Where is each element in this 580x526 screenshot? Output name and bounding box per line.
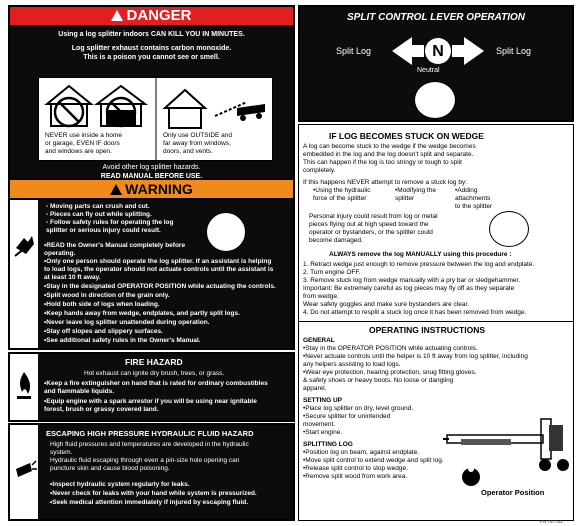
warning-rule: •READ the Owner's Manual completely before (44, 242, 186, 249)
warning-rule: at least 10 ft away. (44, 274, 101, 281)
hydraulic-line: system. (50, 449, 73, 456)
warning-rule: •Hold both side of logs when loading. (44, 301, 160, 308)
general-item: •Wear eye protection, hearing protection, snug fitting gloves, (303, 369, 477, 376)
right-arrow-icon (452, 37, 484, 65)
inside-caption: NEVER use inside a home or garage, EVEN IF doors and windows are open. (45, 132, 122, 155)
splitting-item: •Position log on beam, against endplate. (303, 449, 420, 456)
warning-title: WARNING (125, 181, 193, 197)
hydraulic-line: Hydraulic fluid escaping through even a pin-size hole opening can (50, 457, 240, 464)
stuck-intro: completely. (303, 167, 336, 174)
hydraulic-line: •Seek medical attention immediately if injured by escaping fluid. (50, 499, 249, 506)
hydraulic-line: •Inspect hydraulic system regularly for leaks. (50, 481, 190, 488)
split-log-left-label: Split Log (336, 46, 372, 56)
warning-rule: •Keep hands away from wedge, endplates, and partly split logs. (44, 310, 240, 317)
stuck-method: •Using the hydraulic (313, 187, 371, 194)
split-control-panel (298, 5, 574, 122)
stuck-never: If this happens NEVER attempt to remove a stuck log by: (303, 179, 468, 186)
warning-top-2: - Pieces can fly out while splitting. (46, 211, 152, 218)
stuck-always: ALWAYS remove the log MANUALLY using this procedure : (329, 251, 512, 258)
fire-hazard-panel (8, 352, 295, 422)
warning-top-1: - Moving parts can crush and cut. (46, 203, 150, 210)
warning-rule: •Stay off slopes and slippery surfaces. (44, 328, 163, 335)
carbon-monoxide-pictograms (38, 77, 273, 161)
stuck-intro: This can happen if the log is too stringy or tough to split (303, 159, 462, 166)
stuck-intro: A log can become stuck to the wedge if the wedge becomes (303, 143, 476, 150)
danger-line-2: Log splitter exhaust contains carbon monoxide. (71, 45, 232, 52)
warning-panel (8, 198, 295, 350)
general-heading: GENERAL (303, 337, 335, 344)
hand-crush-icon (10, 200, 38, 350)
fire-icon (10, 354, 38, 422)
stuck-method: •Modifying the (395, 187, 436, 194)
stuck-step: 1. Retract wedge just enough to remove pressure between the log and endplate. (303, 261, 535, 268)
section-divider (299, 321, 573, 322)
split-control-title: SPLIT CONTROL LEVER OPERATION (347, 12, 525, 23)
warning-rule: to load logs, the operator should not actuate controls until the assistant is (44, 266, 274, 273)
fire-icon-column (10, 354, 38, 420)
danger-header (10, 7, 293, 25)
warning-triangle-icon (111, 10, 123, 21)
mounting-hole (206, 212, 246, 252)
warning-rule: •Never leave log splitter unattended during operation. (44, 319, 210, 326)
stuck-method: splitter (395, 195, 415, 202)
stuck-method: force of the splitter (313, 195, 367, 202)
stuck-log-title: IF LOG BECOMES STUCK ON WEDGE (329, 131, 484, 141)
warning-rule: •Split wood in direction of the grain only. (44, 292, 170, 299)
warning-rule: operating. (44, 250, 76, 257)
danger-footer-2: READ MANUAL BEFORE USE. (100, 173, 203, 180)
hydraulic-injection-icon (10, 425, 38, 521)
outside-caption: Only use OUTSIDE and far away from windows, doors, and vents. (163, 132, 232, 155)
operating-title: OPERATING INSTRUCTIONS (369, 325, 486, 335)
hydraulic-line: •Never check for leaks with your hand while system is pressurized. (50, 490, 257, 497)
hydraulic-hazard-title: ESCAPING HIGH PRESSURE HYDRAULIC FLUID HAZARD (46, 429, 254, 438)
mounting-hole (489, 211, 529, 247)
general-item: •Never actuate controls until the helper is 10 ft away from log splitter, including (303, 353, 528, 360)
stuck-step: from wedge. (303, 293, 339, 300)
hydraulic-line: High fluid pressures and temperatures are developed in the hydraulic (50, 441, 249, 448)
danger-line-3: This is a poison you cannot see or smell. (83, 54, 220, 61)
neutral-label: Neutral (417, 67, 440, 74)
danger-panel (8, 5, 295, 180)
fire-line: •Equip engine with a spark arrestor if you will be using near ignitable (44, 398, 257, 405)
danger-line-1: Using a log splitter indoors CAN KILL YOU IN MINUTES. (58, 31, 245, 38)
general-item: & safety shoes or heavy boots. No loose or dangling (303, 377, 454, 384)
setup-item: movement. (303, 421, 336, 428)
stuck-step: 2. Turn engine OFF. (303, 269, 361, 276)
setup-item: •Start engine. (303, 429, 343, 436)
stuck-injury: pieces flying out at high speed toward the (309, 221, 429, 228)
stuck-step: Wear safety goggles and make sure bystanders are clear. (303, 301, 470, 308)
stuck-step: 4. Do not attempt to resplit a stuck log once it has been removed from wedge. (303, 309, 527, 316)
splitting-heading: SPLITTING LOG (303, 441, 353, 448)
left-arrow-icon (392, 37, 424, 65)
part-number: PN 787753 (540, 519, 563, 524)
neutral-letter: N (432, 43, 444, 60)
stuck-method: to the splitter (455, 203, 493, 210)
hydraulic-hazard-panel (8, 423, 295, 521)
warning-triangle-icon (110, 184, 122, 195)
fire-hazard-title: FIRE HAZARD (125, 357, 183, 367)
stuck-intro: embedded in the log and the log doesn't split and separate. (303, 151, 474, 158)
danger-footer-1: Avoid other log splitter hazards. (102, 164, 201, 171)
general-item: •Stay in the OPERATOR POSITION while actuating controls. (303, 345, 478, 352)
setup-item: •Place log splitter on dry, level ground. (303, 405, 414, 412)
split-log-right-label: Split Log (496, 46, 532, 56)
warning-rule: •Stay in the designated OPERATOR POSITION while actuating the controls. (44, 283, 276, 290)
instructions-panel (298, 124, 574, 521)
warning-rule: •Only one person should operate the log splitter. If an assistant is helping (44, 258, 272, 265)
setup-item: •Secure splitter for unintended (303, 413, 391, 420)
stuck-method: •Adding (455, 187, 478, 194)
stuck-method: attachments (455, 195, 491, 202)
danger-title: DANGER (126, 7, 192, 24)
stuck-step: 3. Remove stuck log from wedge manually with a pry bar or sledgehammer. (303, 277, 521, 284)
general-item: any helpers assisting to load logs. (303, 361, 401, 368)
hydraulic-icon-column (10, 425, 38, 519)
hydraulic-line: puncture skin and cause blood poisoning. (50, 465, 170, 472)
splitting-item: •Remove split wood from work area. (303, 473, 408, 480)
fire-line: forest, brush or grassy covered land. (44, 406, 159, 413)
fire-line: Hot exhaust can ignite dry brush, trees, or grass. (84, 370, 225, 377)
warning-header (8, 180, 295, 198)
warning-top-4: splitter or serious injury could result. (46, 227, 161, 234)
mounting-hole (414, 81, 456, 119)
warning-top-3: - Follow safety rules for operating the log (46, 219, 174, 226)
operator-position-label: Operator Position (481, 488, 545, 497)
fire-line: •Keep a fire extinguisher on hand that is rated for ordinary combustibles (44, 380, 268, 387)
stuck-step: Important: Be extremely careful as log pieces may fly off as they separate (303, 285, 515, 292)
warning-icon-column (10, 200, 38, 348)
stuck-injury: Personal injury could result from log or metal (309, 213, 438, 220)
fire-line: and flammable liquids. (44, 388, 115, 395)
splitting-item: •Release split control to stop wedge. (303, 465, 408, 472)
setup-heading: SETTING UP (303, 397, 343, 404)
stuck-injury: operator or bystanders, or the splitter could (309, 229, 433, 236)
log-splitter-diagram (441, 405, 571, 495)
splitting-item: •Move split control to extend wedge and split log. (303, 457, 444, 464)
warning-rule: •See additional safety rules in the Owner's Manual. (44, 337, 201, 344)
stuck-injury: become damaged. (309, 237, 363, 244)
general-item: apparel. (303, 385, 327, 392)
